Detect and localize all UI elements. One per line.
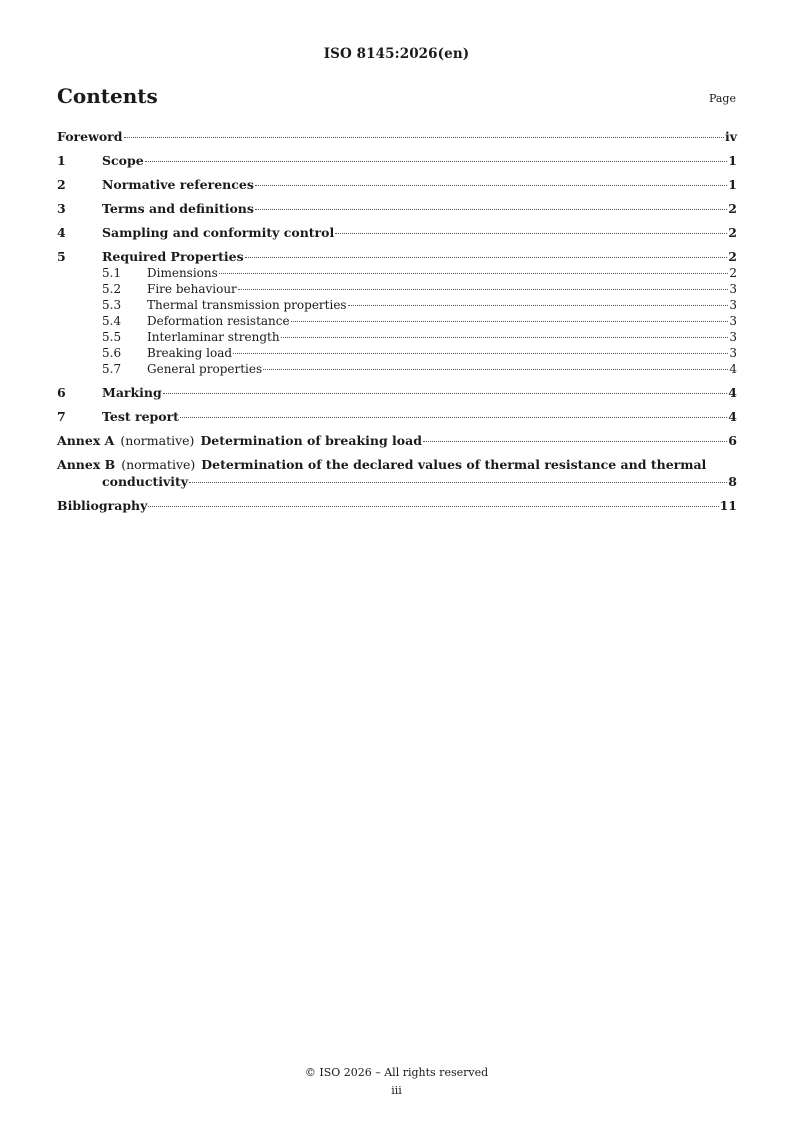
toc-entry-number: 2 [57, 177, 66, 192]
toc-subentry-number: 5.3 [102, 298, 122, 312]
toc-entry-page: 11 [719, 498, 737, 513]
footer-page-number: iii [391, 1084, 402, 1097]
toc-entry-annex-a[interactable] [57, 432, 737, 449]
annex-title-line-2: conductivity [102, 474, 189, 489]
toc-entry-page: 1 [728, 177, 737, 192]
toc-entry-clause-3[interactable] [57, 200, 737, 217]
dot-leader [348, 305, 729, 306]
toc-subentry-number: 5.2 [102, 282, 122, 296]
toc-entry-number: 7 [57, 409, 66, 424]
dot-leader [238, 289, 729, 290]
toc-entry-page: 6 [728, 433, 737, 448]
dot-leader [124, 137, 724, 138]
dot-leader [423, 441, 727, 442]
dot-leader [189, 482, 727, 483]
toc-entry-foreword[interactable] [57, 128, 737, 145]
toc-subentry-page: 3 [729, 314, 737, 328]
toc-entry-page: 2 [728, 201, 737, 216]
annex-label: Annex B [57, 457, 116, 472]
toc-entry-page: 2 [728, 249, 737, 264]
toc-entry-annex-b[interactable] [57, 456, 737, 490]
toc-subentry-5-6[interactable] [57, 345, 737, 361]
dot-leader [145, 161, 728, 162]
dot-leader [163, 393, 728, 394]
toc-entry-title: Normative references [102, 177, 254, 192]
toc-subentry-title: Dimensions [147, 266, 218, 280]
toc-entry-number: 6 [57, 385, 66, 400]
toc-subentry-5-5[interactable] [57, 329, 737, 345]
dot-leader [255, 185, 727, 186]
toc-entry-number: 3 [57, 201, 66, 216]
toc-subentry-page: 3 [729, 346, 737, 360]
toc-subentry-title: General properties [147, 362, 263, 376]
toc-entry-clause-6[interactable] [57, 384, 737, 401]
toc-entry-page: 2 [728, 225, 737, 240]
toc-entry-page: iv [724, 129, 737, 144]
toc-entry-clause-7[interactable] [57, 408, 737, 425]
annex-type: (normative) [120, 433, 195, 448]
footer-copyright: © ISO 2026 – All rights reserved [304, 1066, 489, 1079]
toc-subentry-5-2[interactable] [57, 281, 737, 297]
toc-entry-number: 4 [57, 225, 66, 240]
toc-subentry-5-3[interactable] [57, 297, 737, 313]
toc-entry-title: Bibliography [57, 498, 148, 513]
document-header: ISO 8145:2026(en) [323, 46, 470, 62]
toc-subentry-page: 3 [729, 298, 737, 312]
toc-entry-title: Foreword [57, 129, 123, 144]
toc-subentry-title: Fire behaviour [147, 282, 237, 296]
toc-entry-clause-2[interactable] [57, 176, 737, 193]
toc-subentry-page: 4 [729, 362, 737, 376]
toc-subentry-page: 3 [729, 330, 737, 344]
toc-entry-page: 4 [728, 385, 737, 400]
annex-type: (normative) [121, 457, 196, 472]
toc-entry-title: Sampling and conformity control [102, 225, 335, 240]
annex-title-line-1: Determination of the declared values of thermal resistance and thermal [201, 457, 707, 472]
dot-leader [180, 417, 727, 418]
toc-subentry-title: Deformation resistance [147, 314, 290, 328]
toc-entry-number: 1 [57, 153, 66, 168]
toc-subentry-title: Interlaminar strength [147, 330, 280, 344]
toc-entry-page: 8 [728, 474, 737, 489]
toc-entry-clause-1[interactable] [57, 152, 737, 169]
toc-subentry-5-7[interactable] [57, 361, 737, 377]
toc-entry-clause-4[interactable] [57, 224, 737, 241]
toc-subentry-number: 5.6 [102, 346, 122, 360]
toc-subentry-page: 2 [729, 266, 737, 280]
toc-subentry-title: Thermal transmission properties [147, 298, 347, 312]
toc-entry-title: Marking [102, 385, 162, 400]
page-title: Contents [57, 84, 158, 108]
dot-leader [291, 321, 729, 322]
dot-leader [281, 337, 729, 338]
toc-entry-title: Required Properties [102, 249, 244, 264]
toc-subentry-number: 5.1 [102, 266, 122, 280]
toc-entry-title: Terms and definitions [102, 201, 254, 216]
toc-subentry-title: Breaking load [147, 346, 233, 360]
toc-entry-page: 4 [728, 409, 737, 424]
dot-leader [219, 273, 729, 274]
dot-leader [335, 233, 727, 234]
dot-leader [233, 353, 728, 354]
annex-title: Determination of breaking load [200, 433, 422, 448]
toc-entry-bibliography[interactable] [57, 497, 737, 514]
toc-entry-clause-5[interactable] [57, 248, 737, 265]
toc-subentry-number: 5.5 [102, 330, 122, 344]
table-of-contents [57, 128, 737, 514]
dot-leader [263, 369, 728, 370]
annex-label: Annex A [57, 433, 115, 448]
dot-leader [245, 257, 728, 258]
toc-subentry-number: 5.7 [102, 362, 122, 376]
toc-entry-title: Test report [102, 409, 179, 424]
toc-entry-title: Scope [102, 153, 144, 168]
toc-entry-page: 1 [728, 153, 737, 168]
toc-entry-number: 5 [57, 249, 66, 264]
toc-subentry-5-1[interactable] [57, 265, 737, 281]
dot-leader [255, 209, 727, 210]
dot-leader [148, 506, 718, 507]
toc-subentry-page: 3 [729, 282, 737, 296]
toc-subentry-5-4[interactable] [57, 313, 737, 329]
page-column-label: Page [708, 92, 736, 105]
toc-subentry-number: 5.4 [102, 314, 122, 328]
